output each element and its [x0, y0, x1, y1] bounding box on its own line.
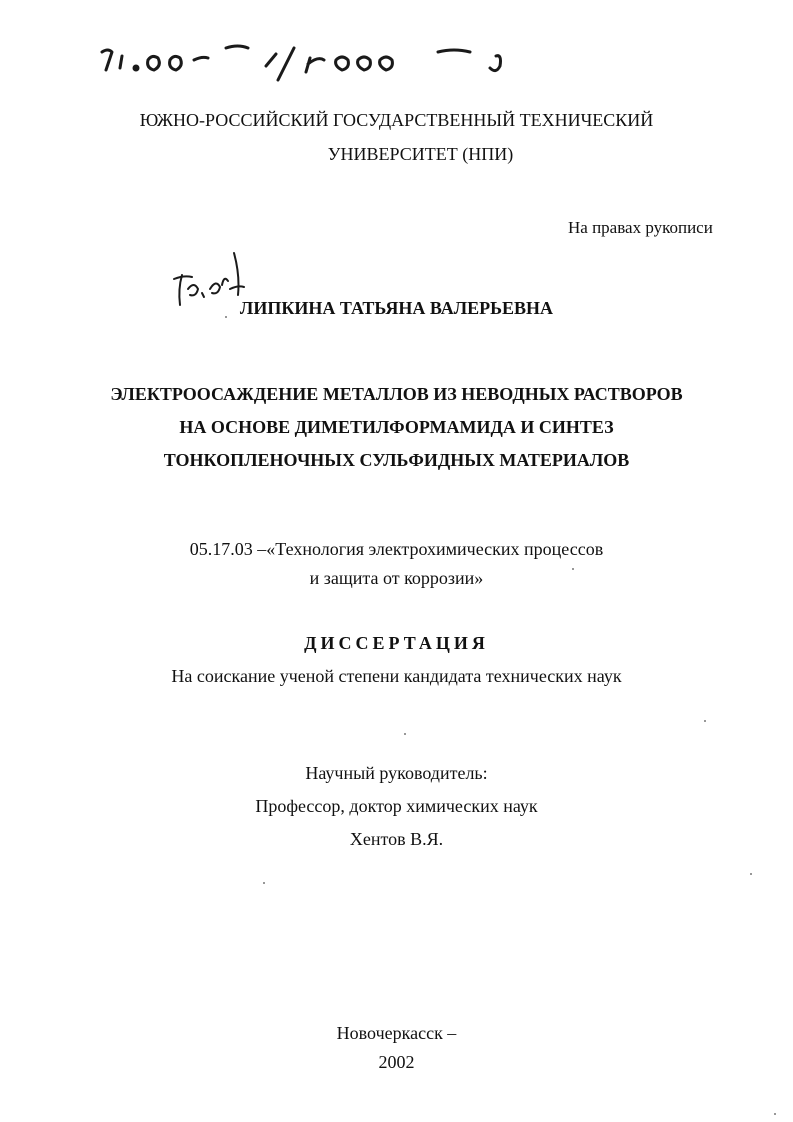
scan-speck: [225, 316, 227, 318]
thesis-title-line3: ТОНКОПЛЕНОЧНЫХ СУЛЬФИДНЫХ МАТЕРИАЛОВ: [163, 450, 630, 470]
specialty-line1: 05.17.03 –«Технология электрохимических процессов: [189, 539, 604, 559]
city: Новочеркасск –: [336, 1023, 457, 1043]
scan-speck: [404, 733, 406, 735]
scan-speck: [263, 882, 265, 884]
university-name-line1: ЮЖНО-РОССИЙСКИЙ ГОСУДАРСТВЕННЫЙ ТЕХНИЧЕСКИЙ: [139, 110, 654, 130]
supervisor-name: Хентов В.Я.: [349, 829, 444, 849]
scan-speck: [572, 568, 574, 570]
specialty-line2: и защита от коррозии»: [309, 568, 484, 588]
university-name-line2: УНИВЕРСИТЕТ (НПИ): [327, 144, 514, 164]
scan-speck: [704, 720, 706, 722]
year: 2002: [378, 1052, 415, 1072]
rights-note: На правах рукописи: [568, 218, 713, 237]
scan-speck: [750, 873, 752, 875]
thesis-title-line2: НА ОСНОВЕ ДИМЕТИЛФОРМАМИДА И СИНТЕЗ: [179, 417, 614, 437]
scan-speck: [774, 1113, 776, 1115]
supervisor-label: Научный руководитель:: [305, 763, 488, 783]
degree-statement: На соискание ученой степени кандидата технических наук: [171, 666, 622, 686]
thesis-title-line1: ЭЛЕКТРООСАЖДЕНИЕ МЕТАЛЛОВ ИЗ НЕВОДНЫХ РАСТВОРОВ: [110, 384, 683, 404]
supervisor-position: Профессор, доктор химических наук: [255, 796, 538, 816]
author-name: ЛИПКИНА ТАТЬЯНА ВАЛЕРЬЕВНА: [239, 298, 554, 318]
document-type: ДИССЕРТАЦИЯ: [304, 633, 489, 653]
handwritten-archive-number: [98, 38, 518, 86]
